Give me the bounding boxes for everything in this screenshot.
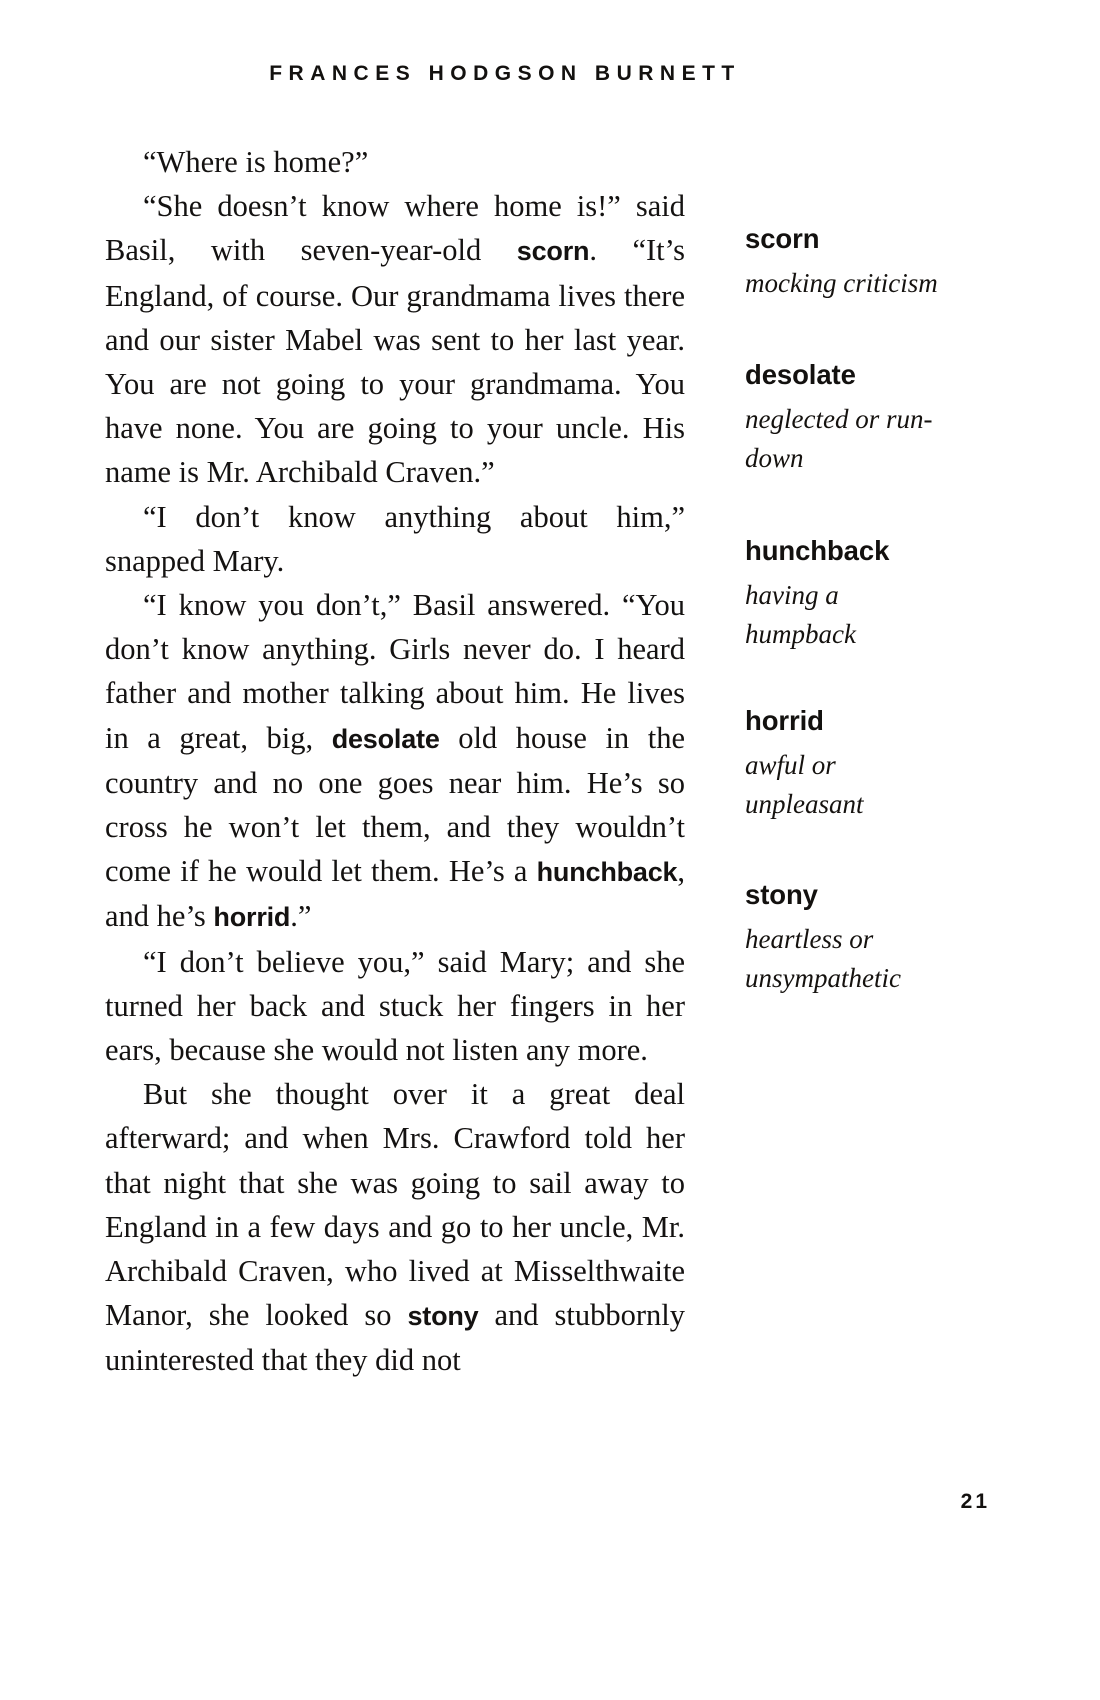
- glossary-entry: [745, 534, 945, 654]
- page-number: 21: [960, 1490, 990, 1513]
- glossary-term: desolate: [745, 359, 856, 390]
- vocab-word-desolate: desolate: [331, 723, 440, 754]
- paragraph-1: [105, 140, 685, 184]
- paragraph-2: [105, 184, 685, 494]
- paragraph-4-text-c: , and he’s: [105, 854, 685, 934]
- paragraph-3: [105, 495, 685, 583]
- body-text-column: [105, 140, 685, 1383]
- paragraph-5: [105, 940, 685, 1073]
- paragraph-4-text-d: .”: [290, 899, 312, 934]
- glossary-term: hunchback: [745, 535, 890, 566]
- paragraph-6: [105, 1072, 685, 1382]
- paragraph-4-text-b: old house in the country and no one goes near him. He’s so cross he won’t let them, and they wouldn’t come if he would let them. He’s a: [105, 720, 685, 889]
- glossary-entry: [745, 878, 945, 998]
- running-head: FRANCES HODGSON BURNETT: [269, 62, 741, 85]
- vocab-word-stony: stony: [407, 1301, 479, 1332]
- paragraph-2-text-b: . “It’s England, of course. Our grandmama lives there and our sister Mabel was sent to her last year. You are not going to your grandmama. You have none. You are going to your uncle. His name is Mr. Archibald Craven.”: [105, 233, 685, 490]
- glossary-entry: [745, 358, 945, 478]
- glossary-definition: having a humpback: [745, 580, 856, 649]
- glossary-entry: [745, 704, 945, 824]
- paragraph-4-text-a: “I know you don’t,” Basil answered. “You don’t know anything. Girls never do. I heard father and mother talking about him. He lives in a great, big,: [105, 588, 685, 755]
- vocab-word-horrid: horrid: [213, 902, 291, 933]
- vocab-word-hunchback: hunchback: [536, 857, 678, 888]
- glossary-entry: [745, 222, 945, 303]
- glossary-definition: awful or unpleasant: [745, 750, 864, 819]
- paragraph-6-text-b: and stubbornly uninterested that they did not: [105, 1298, 685, 1378]
- paragraph-4: [105, 583, 685, 940]
- paragraph-3-text: “I don’t know anything about him,” snapped Mary.: [105, 499, 685, 578]
- glossary-term: scorn: [745, 223, 820, 254]
- glossary-term: horrid: [745, 705, 824, 736]
- glossary-definition: heartless or unsympathetic: [745, 924, 901, 993]
- paragraph-6-text-a: But she thought over it a great deal afterward; and when Mrs. Crawford told her that night that she was going to sail away to England in a few days and go to her uncle, Mr. Archibald Craven, who lived at Misselthwaite Manor, she looked so: [105, 1077, 685, 1333]
- glossary-term: stony: [745, 879, 818, 910]
- vocab-word-scorn: scorn: [516, 236, 590, 267]
- paragraph-2-text-a: “She doesn’t know where home is!” said Basil, with seven-year-old: [105, 189, 685, 268]
- paragraph-1-text: “Where is home?”: [143, 145, 369, 179]
- glossary-definition: mocking criticism: [745, 268, 938, 298]
- glossary-definition: neglected or run-down: [745, 404, 933, 473]
- paragraph-5-text: “I don’t believe you,” said Mary; and she turned her back and stuck her fingers in her ears, because she would not listen any more.: [105, 944, 685, 1068]
- glossary-sidebar: [745, 222, 945, 998]
